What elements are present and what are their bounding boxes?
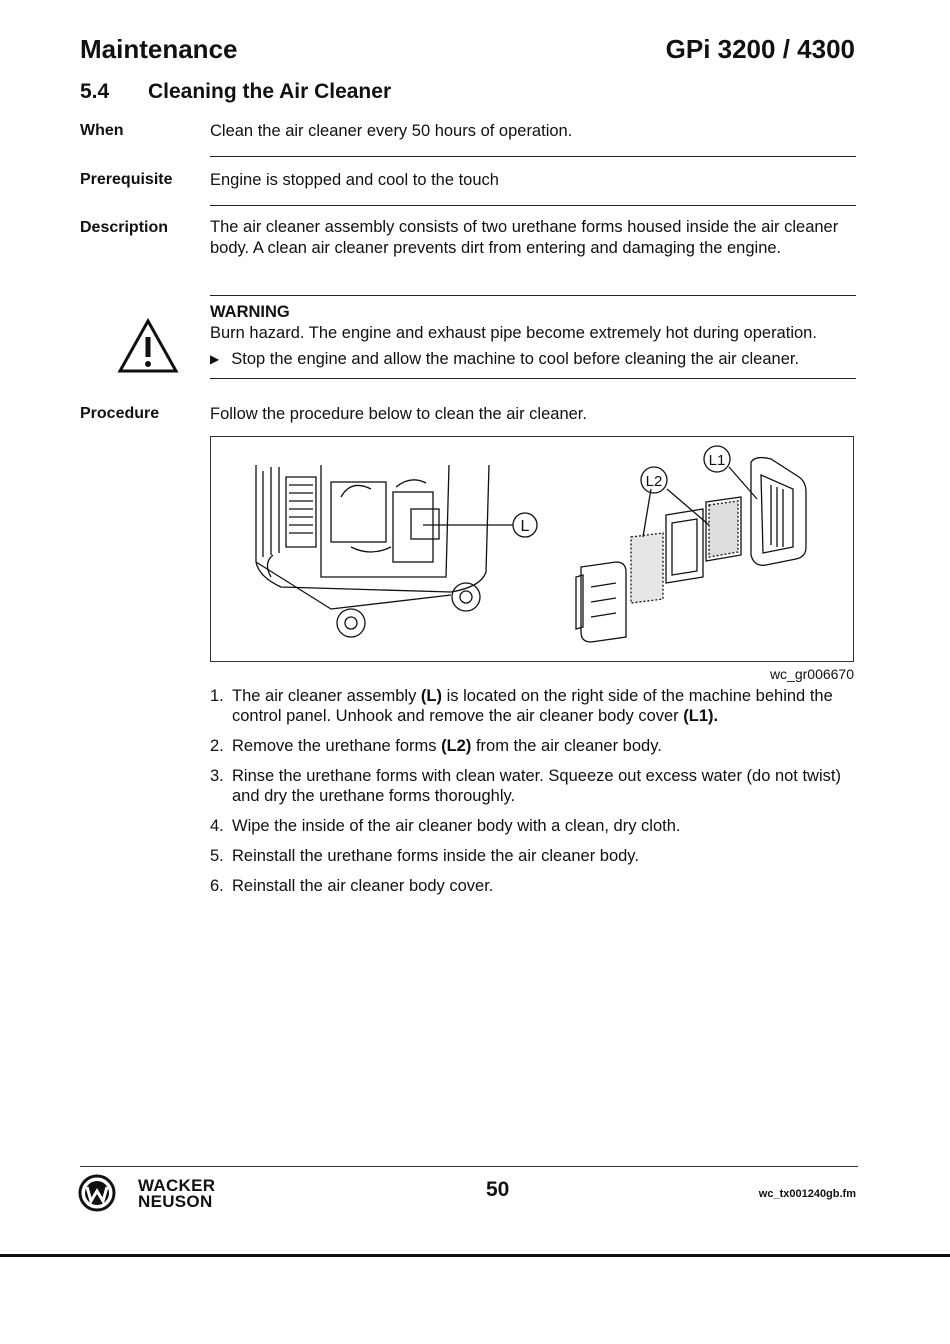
figure-caption: wc_gr006670 xyxy=(769,666,854,682)
warning-bullet xyxy=(210,350,799,369)
step-number: 2. xyxy=(210,737,224,755)
step-text: is located on the right side of the machine behind the control panel. Unhook and remove the air cleaner body cover xyxy=(232,687,833,725)
callout-l1: L1 xyxy=(708,452,726,469)
step-text: from the air cleaner body. xyxy=(471,737,662,755)
section-title: Cleaning the Air Cleaner xyxy=(148,80,392,103)
footer-divider xyxy=(80,1166,858,1167)
prerequisite-text: Engine is stopped and cool to the touch xyxy=(210,171,499,189)
description-text: The air cleaner assembly consists of two urethane forms housed inside the air cleaner body. A clean air cleaner prevents dirt from entering and damaging the engine. xyxy=(210,218,839,257)
header-title-left: Maintenance xyxy=(80,34,238,64)
step-text: Reinstall the urethane forms inside the air cleaner body. xyxy=(232,847,639,865)
step-number: 4. xyxy=(210,817,224,835)
step-text: Wipe the inside of the air cleaner body with a clean, dry cloth. xyxy=(232,817,681,835)
prerequisite-label: Prerequisite xyxy=(80,171,173,188)
header-title-right: GPi 3200 / 4300 xyxy=(665,34,855,64)
list-item xyxy=(210,686,855,726)
warning-triangle-icon xyxy=(117,318,179,374)
step-text: Rinse the urethane forms with clean water. Squeeze out excess water (do not twist) and dry the urethane forms thoroughly. xyxy=(232,767,841,805)
step-ref: (L2) xyxy=(441,737,472,755)
step-number: 1. xyxy=(210,687,224,705)
play-arrow-icon: ▶ xyxy=(210,352,220,366)
step-number: 3. xyxy=(210,767,224,785)
divider xyxy=(210,295,856,296)
procedure-label: Procedure xyxy=(80,405,160,422)
list-item xyxy=(210,736,855,756)
step-number: 6. xyxy=(210,877,224,895)
divider xyxy=(210,378,856,379)
warning-title: WARNING xyxy=(210,303,290,321)
file-id: wc_tx001240gb.fm xyxy=(758,1188,856,1200)
figure-frame xyxy=(210,436,854,662)
step-text: Reinstall the air cleaner body cover. xyxy=(232,877,494,895)
divider xyxy=(210,156,856,157)
description-label: Description xyxy=(80,219,169,236)
list-item xyxy=(210,766,855,806)
page-bottom-border xyxy=(0,1254,950,1257)
step-text: The air cleaner assembly xyxy=(232,687,421,705)
callout-l: L xyxy=(520,518,530,535)
procedure-steps xyxy=(210,686,855,906)
procedure-text: Follow the procedure below to clean the air cleaner. xyxy=(210,405,587,423)
step-ref: (L) xyxy=(420,687,442,705)
brand-line-2: NEUSON xyxy=(138,1192,213,1211)
list-item xyxy=(210,846,855,866)
divider xyxy=(210,205,856,206)
wacker-neuson-logo-icon xyxy=(78,1174,116,1212)
warning-text: Burn hazard. The engine and exhaust pipe become extremely hot during operation. xyxy=(210,324,817,342)
brand-line-1: WACKER xyxy=(138,1176,216,1195)
page-number: 50 xyxy=(486,1178,510,1201)
when-text: Clean the air cleaner every 50 hours of operation. xyxy=(210,122,573,140)
section-number: 5.4 xyxy=(80,80,110,103)
step-number: 5. xyxy=(210,847,224,865)
list-item xyxy=(210,816,855,836)
step-ref: (L1). xyxy=(683,707,719,725)
when-label: When xyxy=(80,122,124,139)
brand-name xyxy=(138,1178,215,1210)
step-text: Remove the urethane forms xyxy=(232,737,442,755)
air-cleaner-illustration xyxy=(211,437,853,661)
callout-l2: L2 xyxy=(645,473,663,490)
list-item xyxy=(210,876,855,896)
warning-bullet-text: Stop the engine and allow the machine to cool before cleaning the air cleaner. xyxy=(231,350,800,368)
